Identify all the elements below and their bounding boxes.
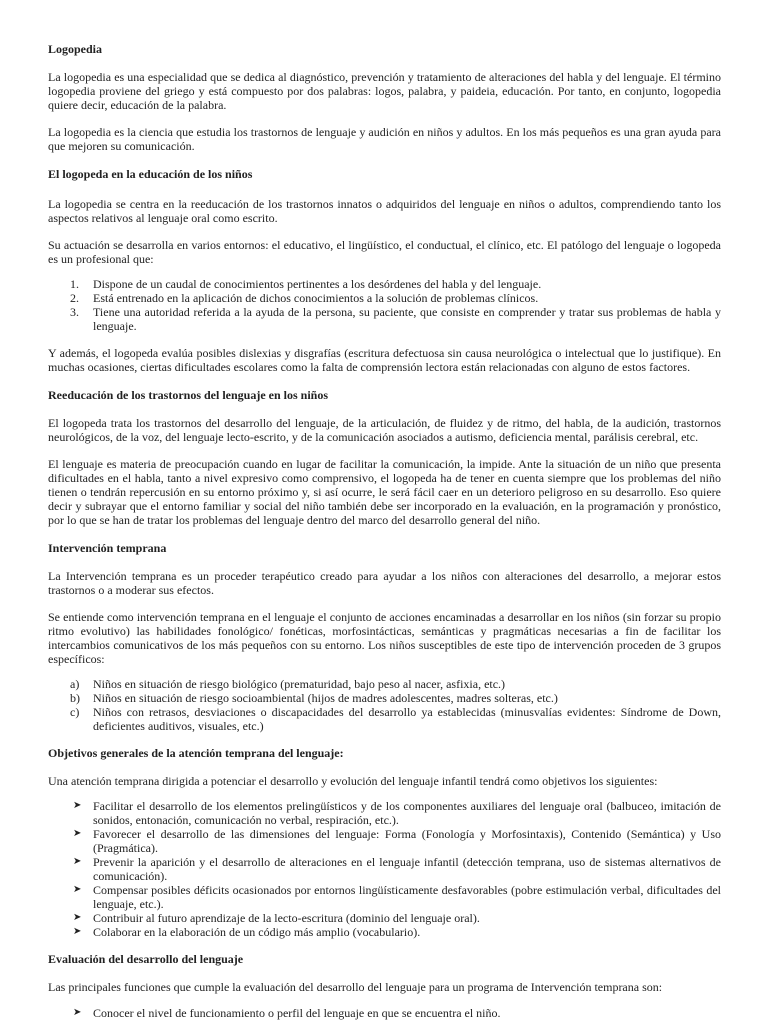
list-item — [48, 277, 721, 291]
section-heading: Objetivos generales de la atención temprana del lenguaje: — [48, 746, 344, 760]
list-item — [48, 925, 721, 939]
section-heading: Evaluación del desarrollo del lenguaje — [48, 952, 244, 966]
list-item-text: Niños en situación de riesgo socioambiental (hijos de madres adolescentes, madres solteras, etc.) — [93, 691, 558, 705]
list-marker: a) — [70, 677, 80, 691]
list-item-text: Compensar posibles déficits ocasionados por entornos lingüísticamente desfavorables (pobre estimulación verbal, dificultades del lenguaje, etc.). — [93, 883, 721, 911]
paragraph: El lenguaje es materia de preocupación cuando en lugar de facilitar la comunicación, la impide. Ante la situación de un niño que presenta dificultades en el habla, tanto a nivel expresivo como comprensivo, el logopeda ha de tener en cuenta siempre que los problemas del niño tienen o tendrán repercusión en su entorno próximo y, si así ocurre, le será fácil caer en un deterioro peligroso en su desarrollo. Eso quiere decir y subrayar que el entorno familiar y social del niño también debe ser incorporado en la evaluación, en la programación y pronóstico, por lo que se han de tratar los problemas del lenguaje dentro del marco del desarrollo general del niño. — [48, 457, 721, 527]
list-item-text: Está entrenado en la aplicación de dichos conocimientos a la solución de problemas clínicos. — [93, 291, 539, 305]
arrow-bullet-list — [48, 799, 721, 939]
list-item-text: Prevenir la aparición y el desarrollo de alteraciones en el lenguaje infantil (detección temprana, uso de sistemas alternativos de comunicación). — [93, 855, 721, 883]
list-item-text: Tiene una autoridad referida a la ayuda de la persona, su paciente, que consiste en comprender y tratar sus problemas de habla y lenguaje. — [93, 305, 721, 333]
list-item — [48, 1006, 721, 1020]
section-heading: Logopedia — [48, 42, 103, 56]
arrow-bullet-icon: ➤ — [73, 856, 82, 867]
list-item-text: Niños en situación de riesgo biológico (prematuridad, bajo peso al nacer, asfixia, etc.) — [93, 677, 506, 691]
list-marker: 2. — [70, 291, 79, 305]
list-item-text: Favorecer el desarrollo de las dimensiones del lenguaje: Forma (Fonología y Morfosintaxis), Contenido (Semántica) y Uso (Pragmática). — [93, 827, 721, 855]
paragraph: Su actuación se desarrolla en varios entornos: el educativo, el lingüístico, el conductual, el clínico, etc. El patólogo del lenguaje o logopeda es un profesional que: — [48, 238, 721, 266]
paragraph: La logopedia se centra en la reeducación de los trastornos innatos o adquiridos del lenguaje en niños o adultos, comprendiendo tanto los aspectos relativos al lenguaje oral como escrito. — [48, 197, 721, 225]
list-marker: c) — [70, 705, 80, 719]
section-heading: Intervención temprana — [48, 541, 167, 555]
paragraph: Y además, el logopeda evalúa posibles dislexias y disgrafías (escritura defectuosa sin causa neurológica o intelectual que lo justifique). En muchas ocasiones, ciertas dificultades escolares como la falta de comprensión lectora están relacionadas con alguno de estos factores. — [48, 346, 721, 374]
arrow-bullet-icon: ➤ — [73, 912, 82, 923]
list-item-text: Conocer el nivel de funcionamiento o perfil del lenguaje en que se encuentra el niño. — [93, 1006, 501, 1020]
list-marker: 1. — [70, 277, 79, 291]
arrow-bullet-icon: ➤ — [73, 884, 82, 895]
arrow-bullet-icon: ➤ — [73, 926, 82, 937]
list-item — [48, 827, 721, 855]
arrow-bullet-list — [48, 1006, 721, 1020]
list-item — [48, 305, 721, 333]
list-item — [48, 691, 721, 705]
arrow-bullet-icon: ➤ — [73, 800, 82, 811]
paragraph: El logopeda trata los trastornos del desarrollo del lenguaje, de la articulación, de fluidez y de ritmo, del habla, de la audición, trastornos neurológicos, de la voz, del lenguaje lecto-escrito, y de la comunicación asociados a autismo, deficiencia mental, parálisis cerebral, etc. — [48, 416, 721, 444]
paragraph: La Intervención temprana es un proceder terapéutico creado para ayudar a los niños con alteraciones del desarrollo, a mejorar estos trastornos o a moderar sus efectos. — [48, 569, 721, 597]
list-item — [48, 677, 721, 691]
list-item — [48, 799, 721, 827]
lettered-list — [48, 677, 721, 733]
arrow-bullet-icon: ➤ — [73, 1007, 82, 1018]
paragraph: Las principales funciones que cumple la evaluación del desarrollo del lenguaje para un programa de Intervención temprana son: — [48, 980, 663, 994]
paragraph: Una atención temprana dirigida a potenciar el desarrollo y evolución del lenguaje infantil tendrá como objetivos los siguientes: — [48, 774, 658, 788]
list-item — [48, 883, 721, 911]
list-item-text: Contribuir al futuro aprendizaje de la lecto-escritura (dominio del lenguaje oral). — [93, 911, 480, 925]
numbered-list — [48, 277, 721, 333]
list-item-text: Facilitar el desarrollo de los elementos prelingüísticos y de los componentes auxiliares del lenguaje oral (balbuceo, imitación de sonidos, entonación, comunicación no verbal, respiración, etc.). — [93, 799, 721, 827]
list-item — [48, 705, 721, 733]
list-item — [48, 855, 721, 883]
list-item — [48, 911, 721, 925]
list-item — [48, 291, 721, 305]
list-item-text: Dispone de un caudal de conocimientos pertinentes a los desórdenes del habla y del lenguaje. — [93, 277, 542, 291]
list-item-text: Colaborar en la elaboración de un código más amplio (vocabulario). — [93, 925, 421, 939]
list-item-text: Niños con retrasos, desviaciones o discapacidades del desarrollo ya establecidas (minusvalías evidentes: Síndrome de Down, deficientes auditivos, visuales, etc.) — [93, 705, 721, 733]
paragraph: Se entiende como intervención temprana en el lenguaje el conjunto de acciones encaminadas a desarrollar en los niños (sin forzar su propio ritmo evolutivo) las habilidades fonológico/ fonéticas, morfosintácticas, semánticas y pragmáticas necesarias a fin de facilitar los intercambios comunicativos de los más pequeños con su entorno. Los niños susceptibles de este tipo de intervención proceden de 3 grupos específicos: — [48, 610, 721, 666]
paragraph: La logopedia es la ciencia que estudia los trastornos de lenguaje y audición en niños y adultos. En los más pequeños es una gran ayuda para que mejoren su comunicación. — [48, 125, 721, 153]
section-heading: Reeducación de los trastornos del lenguaje en los niños — [48, 388, 329, 402]
paragraph: La logopedia es una especialidad que se dedica al diagnóstico, prevención y tratamiento de alteraciones del habla y del lenguaje. El término logopedia proviene del griego y está compuesto por dos palabras: logos, palabra, y paideia, educación. Por tanto, en conjunto, logopedia quiere decir, educación de la palabra. — [48, 70, 721, 112]
arrow-bullet-icon: ➤ — [73, 828, 82, 839]
list-marker: b) — [70, 691, 80, 705]
list-marker: 3. — [70, 305, 79, 319]
section-heading: El logopeda en la educación de los niños — [48, 167, 253, 181]
